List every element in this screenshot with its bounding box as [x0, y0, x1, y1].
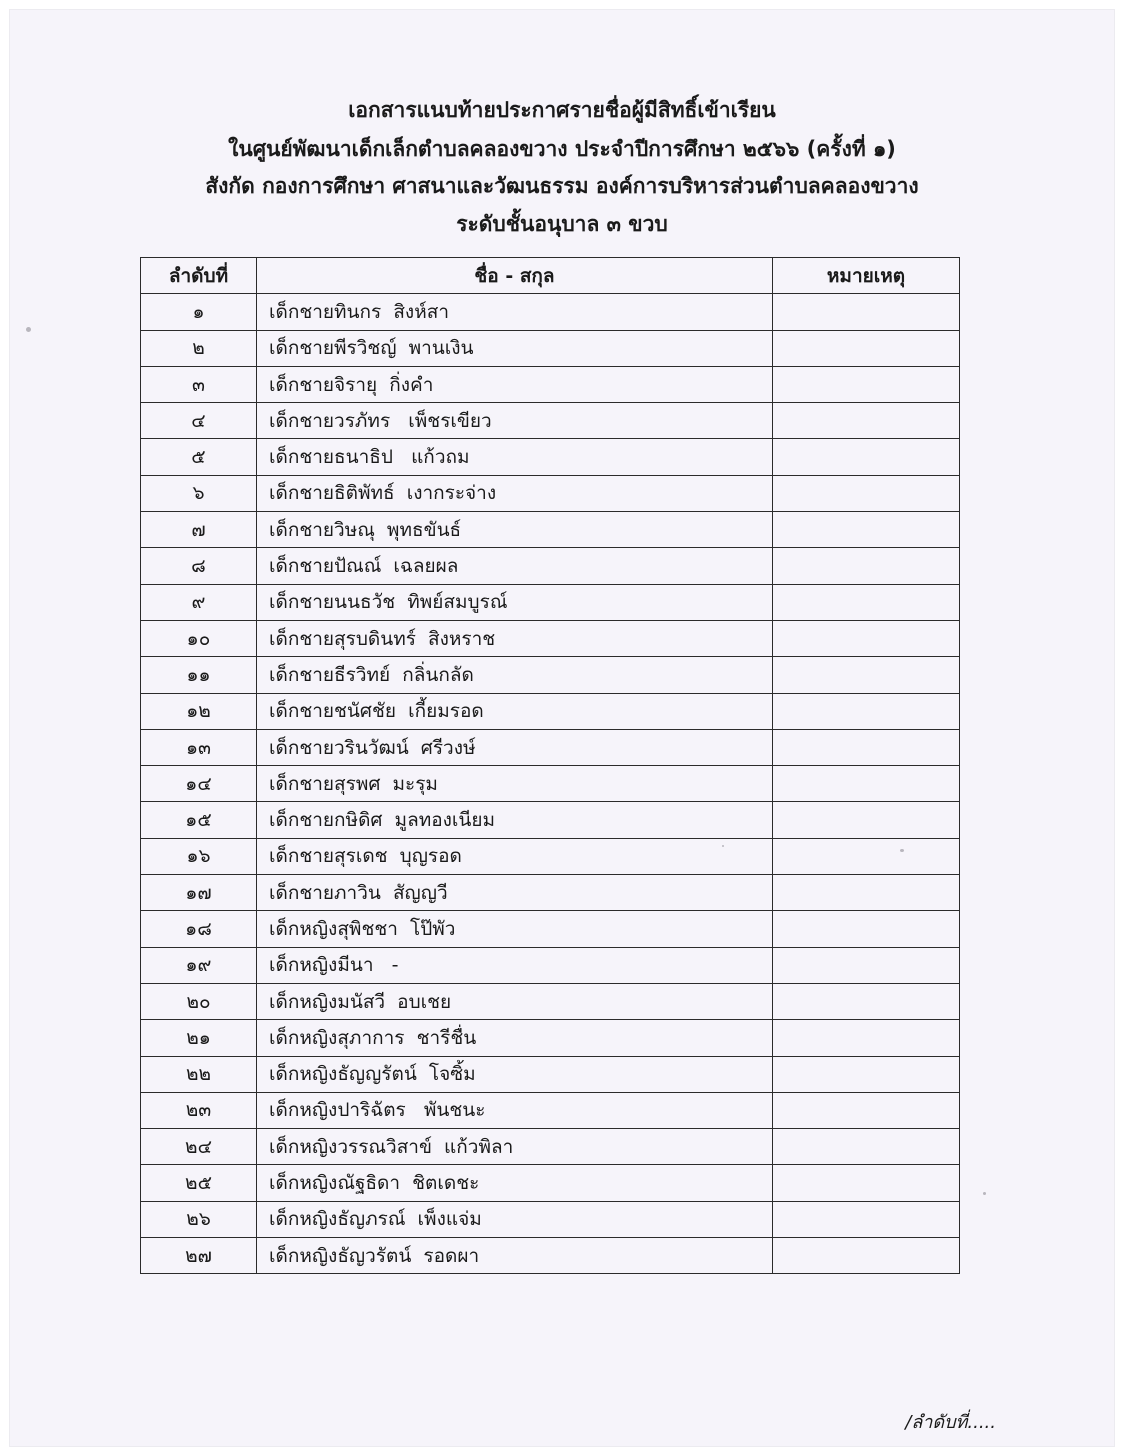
row-number-cell: ๕ [141, 439, 257, 475]
row-number-cell: ๒ [141, 330, 257, 366]
table-row [141, 983, 960, 1019]
table-row [141, 548, 960, 584]
student-name-cell: เด็กชายพีรวิชญ์ พานเงิน [257, 330, 773, 366]
table-row [141, 439, 960, 475]
student-name-cell: เด็กชายวรินวัฒน์ ศรีวงษ์ [257, 729, 773, 765]
student-name-cell: เด็กชายธีรวิทย์ กลิ่นกลัด [257, 657, 773, 693]
row-number-cell: ๒๖ [141, 1201, 257, 1237]
student-name-cell: เด็กหญิงปาริฉัตร พันชนะ [257, 1092, 773, 1128]
remark-cell [773, 330, 960, 366]
remark-cell [773, 475, 960, 511]
student-name-cell: เด็กหญิงสุพิชชา โป๊พัว [257, 911, 773, 947]
remark-cell [773, 729, 960, 765]
table-row [141, 693, 960, 729]
table-body [141, 294, 960, 1274]
row-number-cell: ๑๐ [141, 620, 257, 656]
remark-cell [773, 1092, 960, 1128]
row-number-cell: ๒๔ [141, 1129, 257, 1165]
remark-cell [773, 1165, 960, 1201]
student-name-cell: เด็กชายวรภัทร เพ็ชรเขียว [257, 403, 773, 439]
remark-cell [773, 983, 960, 1019]
table-row [141, 584, 960, 620]
student-name-cell: เด็กหญิงมนัสวี อบเชย [257, 983, 773, 1019]
row-number-cell: ๑๑ [141, 657, 257, 693]
table-row [141, 294, 960, 330]
student-name-cell: เด็กหญิงวรรณวิสาข์ แก้วพิลา [257, 1129, 773, 1165]
student-name-cell: เด็กชายสุรเดช บุญรอด [257, 838, 773, 874]
table-row [141, 512, 960, 548]
row-number-cell: ๒๕ [141, 1165, 257, 1201]
row-number-cell: ๑๖ [141, 838, 257, 874]
table-row [141, 802, 960, 838]
row-number-cell: ๖ [141, 475, 257, 511]
remark-cell [773, 1238, 960, 1274]
student-name-cell: เด็กชายกษิดิศ มูลทองเนียม [257, 802, 773, 838]
table-row [141, 875, 960, 911]
table-row [141, 838, 960, 874]
remark-cell [773, 838, 960, 874]
student-name-cell: เด็กชายปัณณ์ เฉลยผล [257, 548, 773, 584]
table-row [141, 403, 960, 439]
remark-cell [773, 366, 960, 402]
table-row [141, 911, 960, 947]
row-number-cell: ๑๓ [141, 729, 257, 765]
row-number-cell: ๙ [141, 584, 257, 620]
student-name-cell: เด็กชายธนาธิป แก้วถม [257, 439, 773, 475]
row-number-cell: ๒๗ [141, 1238, 257, 1274]
document-title: เอกสารแนบท้ายประกาศรายชื่อผู้มีสิทธิ์เข้าเรียน [348, 98, 776, 122]
student-name-cell: เด็กหญิงมีนา - [257, 947, 773, 983]
remark-cell [773, 548, 960, 584]
remark-cell [773, 875, 960, 911]
document-level: ระดับชั้นอนุบาล ๓ ขวบ [456, 212, 668, 236]
student-name-cell: เด็กชายทินกร สิงห์สา [257, 294, 773, 330]
student-name-cell: เด็กหญิงธัญวรัตน์ รอดผา [257, 1238, 773, 1274]
row-number-cell: ๒๑ [141, 1020, 257, 1056]
row-number-cell: ๑๒ [141, 693, 257, 729]
table-row [141, 657, 960, 693]
student-name-cell: เด็กชายสุรพศ มะรุม [257, 766, 773, 802]
remark-cell [773, 403, 960, 439]
row-number-cell: ๒๐ [141, 983, 257, 1019]
remark-cell [773, 439, 960, 475]
table-row [141, 947, 960, 983]
table-row [141, 1165, 960, 1201]
document-affiliation: สังกัด กองการศึกษา ศาสนาและวัฒนธรรม องค์การบริหารส่วนตำบลคลองขวาง [205, 174, 919, 198]
table-row [141, 1201, 960, 1237]
student-name-cell: เด็กชายสุรบดินทร์ สิงหราช [257, 620, 773, 656]
student-name-cell: เด็กชายจิรายุ กิ่งคำ [257, 366, 773, 402]
table-row [141, 766, 960, 802]
row-number-cell: ๘ [141, 548, 257, 584]
remark-cell [773, 657, 960, 693]
remark-cell [773, 911, 960, 947]
scan-speck [983, 1192, 986, 1195]
table-row [141, 1020, 960, 1056]
student-name-cell: เด็กชายธิติพัทธ์ เงากระจ่าง [257, 475, 773, 511]
row-number-cell: ๑๙ [141, 947, 257, 983]
scan-speck [722, 845, 724, 847]
student-name-cell: เด็กชายนนธวัช ทิพย์สมบูรณ์ [257, 584, 773, 620]
student-name-cell: เด็กหญิงธัญญรัตน์ โจซิ้ม [257, 1056, 773, 1092]
student-name-cell: เด็กหญิงธัญภรณ์ เพ็งแจ่ม [257, 1201, 773, 1237]
table-header-row [141, 258, 960, 294]
remark-cell [773, 693, 960, 729]
remark-cell [773, 620, 960, 656]
table-row [141, 1056, 960, 1092]
row-number-cell: ๑๕ [141, 802, 257, 838]
table-row [141, 620, 960, 656]
remark-cell [773, 1201, 960, 1237]
row-number-cell: ๑ [141, 294, 257, 330]
row-number-cell: ๒๓ [141, 1092, 257, 1128]
remark-cell [773, 947, 960, 983]
table-row [141, 1129, 960, 1165]
remark-cell [773, 1020, 960, 1056]
student-name-cell: เด็กหญิงสุภาการ ชารีชื่น [257, 1020, 773, 1056]
student-name-cell: เด็กหญิงณัฐธิดา ชิตเดชะ [257, 1165, 773, 1201]
remark-cell [773, 584, 960, 620]
column-header-number: ลำดับที่ [141, 258, 257, 294]
remark-cell [773, 1056, 960, 1092]
row-number-cell: ๑๔ [141, 766, 257, 802]
column-header-remark: หมายเหตุ [773, 258, 960, 294]
continuation-note: /ลำดับที่..... [905, 1412, 996, 1433]
table-row [141, 1092, 960, 1128]
student-name-cell: เด็กชายภาวิน สัญญวี [257, 875, 773, 911]
row-number-cell: ๗ [141, 512, 257, 548]
row-number-cell: ๑๗ [141, 875, 257, 911]
student-name-cell: เด็กชายวิษณุ พุทธขันธ์ [257, 512, 773, 548]
remark-cell [773, 294, 960, 330]
table-row [141, 366, 960, 402]
table-row [141, 475, 960, 511]
table-row [141, 729, 960, 765]
document-subtitle: ในศูนย์พัฒนาเด็กเล็กตำบลคลองขวาง ประจำปีการศึกษา ๒๕๖๖ (ครั้งที่ ๑) [228, 137, 896, 161]
column-header-name: ชื่อ - สกุล [257, 258, 773, 294]
student-list-table [140, 257, 960, 1274]
scan-speck [900, 849, 904, 852]
remark-cell [773, 802, 960, 838]
row-number-cell: ๒๒ [141, 1056, 257, 1092]
remark-cell [773, 512, 960, 548]
scan-speck [26, 327, 31, 332]
remark-cell [773, 1129, 960, 1165]
remark-cell [773, 766, 960, 802]
table-row [141, 330, 960, 366]
row-number-cell: ๑๘ [141, 911, 257, 947]
row-number-cell: ๔ [141, 403, 257, 439]
row-number-cell: ๓ [141, 366, 257, 402]
table-row [141, 1238, 960, 1274]
student-name-cell: เด็กชายชนัศชัย เกี้ยมรอด [257, 693, 773, 729]
